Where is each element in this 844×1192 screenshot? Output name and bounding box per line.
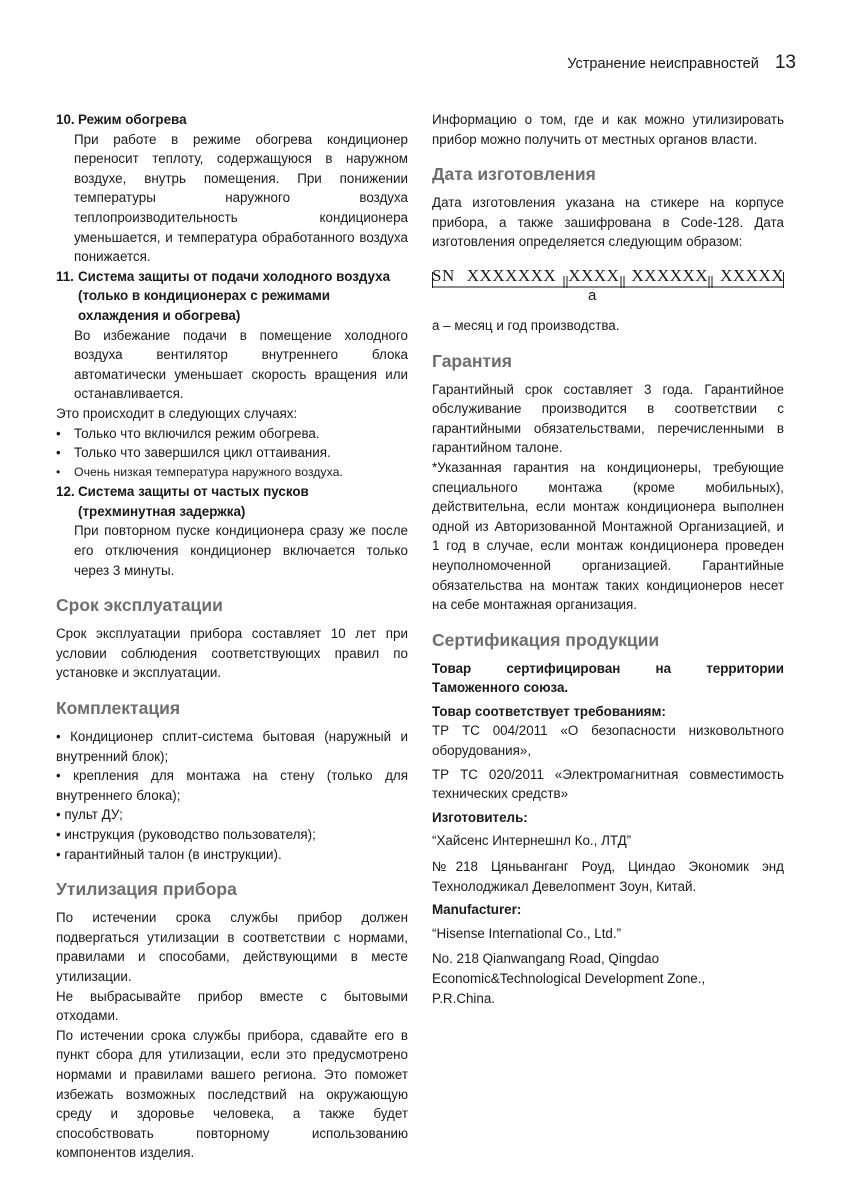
bullet-icon: • xyxy=(56,464,61,479)
cases-intro: Это происходит в следующих случаях: xyxy=(56,405,298,421)
certified-line: Таможенного союза. xyxy=(432,680,569,696)
serial-number-diagram xyxy=(432,266,784,310)
item-number: 12. xyxy=(56,484,75,500)
list-item-text: Только что завершился цикл оттаивания. xyxy=(74,445,331,461)
manufacturer-label: Manufacturer: xyxy=(432,902,522,918)
list-item xyxy=(56,424,408,444)
item-12-body: При повторном пуске кондиционера сразу же после его отключения кондиционер включается только через 3 минуты. xyxy=(74,523,408,578)
manufacture-date-text: Дата изготовления указана на стикере на корпусе прибора, а также зашифрована в Code-128. Дата изготовления определяется следующим образом: xyxy=(432,195,784,250)
bullet-icon: • xyxy=(56,425,61,441)
certification-heading: Сертификация продукции xyxy=(432,629,660,650)
item-heading: Режим обогрева xyxy=(78,112,187,127)
bullet-icon: • xyxy=(56,445,61,461)
manufacturer-address: No. 218 Qianwangang Road, Qingdao xyxy=(432,951,660,967)
warranty-paragraph: *Указанная гарантия на кондиционеры, требующие специального монтажа (кроме мобильных), действительна, если монтаж кондиционера выполнен одной из Авторизованной Монтажной Организацией, и 1 год в случае, если монтаж кондиционера проведен неуполномоченной организацией. Гарантийные обязательства на монтаж таких кондиционеров несет на себе монтажная организация. xyxy=(432,459,784,613)
disposal-paragraph: По истечении срока службы прибор должен подвергаться утилизации в соответствии с нормами, правилами и способами, действующими в месте утилизации. xyxy=(56,910,408,984)
disposal-heading: Утилизация прибора xyxy=(56,879,237,900)
maker-label: Изготовитель: xyxy=(432,809,528,825)
package-item: • инструкция (руководство пользователя); xyxy=(56,827,316,842)
maker-address: №218 Цяньванганг Роуд, Циндао Экономик энд Технолоджикал Девелопмент Зоун, Китай. xyxy=(432,859,784,894)
complies-label: Товар соответствует требованиям: xyxy=(432,703,666,719)
item-heading: Система защиты от частых пусков (трехминутная задержка) xyxy=(78,484,309,519)
item-11-body: Во избежание подачи в помещение холодного воздуха вентилятор внутреннего блока автоматически уменьшает скорость вращения или останавливается. xyxy=(74,327,408,402)
item-number: 10. xyxy=(56,112,75,127)
service-life-heading: Срок эксплуатации xyxy=(56,595,223,616)
manufacturer-address: Economic&Technological Development Zone., xyxy=(432,971,706,986)
disposal-paragraph: По истечении срока службы прибора, сдавайте его в пункт сбора для утилизации, если это предусмотрено нормами и правилами вашего региона. Это поможет избежать возможных последствий на окружающую среду и здоровье человека, а также будет способствовать повторному использованию компонентов изделия. xyxy=(56,1027,408,1161)
maker-name: “Хайсенс Интернешнл Ко., ЛТД” xyxy=(432,833,632,849)
disposal-paragraph: Не выбрасывайте прибор вместе с бытовыми отходами. xyxy=(56,988,408,1024)
warranty-heading: Гарантия xyxy=(432,350,512,371)
service-life-text: Срок эксплуатации прибора составляет 10 лет при условии соблюдения соответствующих правил по установке и эксплуатации. xyxy=(56,626,408,681)
list-item xyxy=(56,463,408,483)
list-item-text: Только что включился режим обогрева. xyxy=(74,425,320,441)
list-item xyxy=(56,443,408,463)
standard-text: ТР ТС 020/2011 «Электромагнитная совместимость технических средств» xyxy=(432,766,784,802)
serial-number-legend: a – месяц и год производства. xyxy=(432,317,620,333)
page-number: 13 xyxy=(774,52,796,73)
item-11-title xyxy=(56,267,408,326)
item-heading: Система защиты от подачи холодного воздуха (только в кондиционерах с режимами охлаждения и обогрева) xyxy=(78,268,391,323)
manufacturer-address: P.R.China. xyxy=(432,990,496,1006)
item-12-title xyxy=(56,482,408,521)
warranty-paragraph: Гарантийный срок составляет 3 года. Гарантийное обслуживание производится в соответствии с гарантийными обязательствами, перечисленными в гарантийном талоне. xyxy=(432,381,784,456)
standard-text: ТР ТС 004/2011 «О безопасности низковольтного оборудования», xyxy=(432,723,784,759)
serial-number-mark: a xyxy=(588,286,597,304)
item-10-body: При работе в режиме обогрева кондиционер переносит теплоту, содержащуюся в наружном воздухе, внутрь помещения. При понижении температуры наружного воздуха теплопроизводительность кондиционера уменьшается, и температура обработанного воздуха понижается. xyxy=(74,131,408,265)
package-item: • гарантийный талон (в инструкции). xyxy=(56,846,282,862)
package-heading: Комплектация xyxy=(56,698,181,719)
page-header xyxy=(567,52,796,74)
list-item-text: Очень низкая температура наружного воздуха. xyxy=(74,464,343,479)
disposal-info: Информацию о том, где и как можно утилизировать прибор можно получить от местных органов власти. xyxy=(432,112,784,147)
left-column xyxy=(56,110,408,1163)
item-number: 11. xyxy=(56,268,74,284)
right-column xyxy=(432,110,784,1008)
package-item: • Кондиционер сплит-система бытовая (наружный и внутренний блок); xyxy=(56,729,408,764)
manufacture-date-heading: Дата изготовления xyxy=(432,164,596,185)
manufacturer-name: “Hisense International Co., Ltd.” xyxy=(432,925,622,941)
certified-line: Товар сертифицирован на территории xyxy=(432,660,784,676)
serial-number-code: SN XXXXXXX XXXX XXXXXX XXXXX xyxy=(432,265,784,285)
package-item: • крепления для монтажа на стену (только для внутреннего блока); xyxy=(56,768,408,803)
package-item: • пульт ДУ; xyxy=(56,807,123,823)
section-title: Устранение неисправностей xyxy=(567,56,759,72)
item-10-title xyxy=(56,110,408,130)
